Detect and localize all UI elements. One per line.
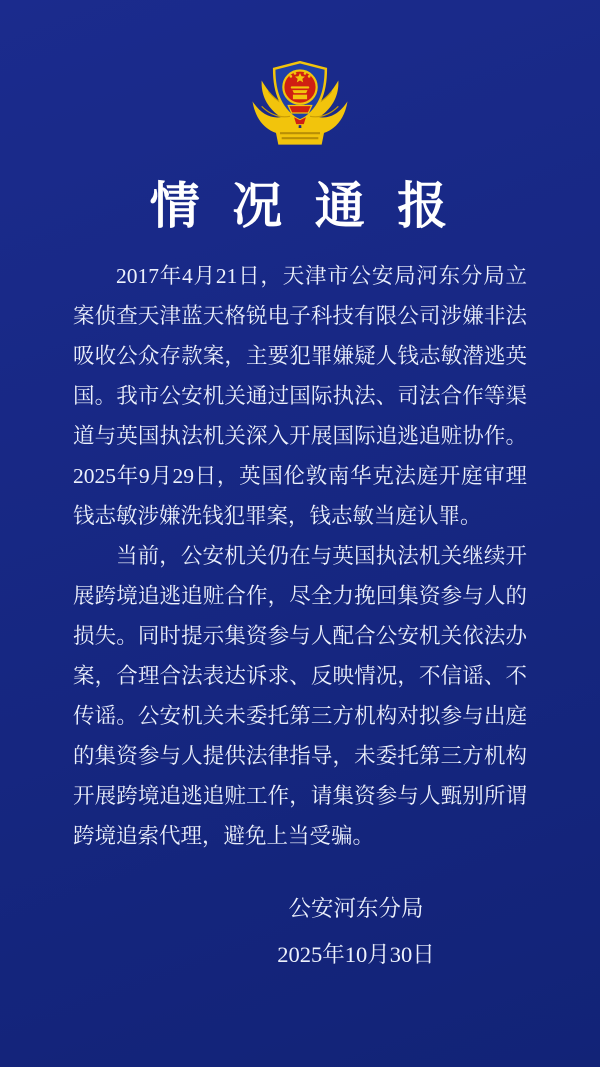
signature-date: 2025年10月30日 <box>277 942 435 967</box>
signature-block <box>0 886 600 978</box>
notice-title: 情 况 通 报 <box>149 178 451 234</box>
paragraph-advisory: 当前，公安机关仍在与英国执法机关继续开展跨境追逃追赃合作，尽全力挽回集资参与人的损失。同时提示集资参与人配合公安机关依法办案，合理合法表达诉求、反映情况，不信谣、不传谣。公安机关未委托第三方机构对拟参与出庭的集资参与人提供法律指导，未委托第三方机构开展跨境追逃追赃工作，请集资参与人甄别所谓跨境追索代理，避免上当受骗。 <box>73 544 527 848</box>
signature-agency: 公安河东分局 <box>288 896 424 921</box>
china-police-badge-icon <box>250 56 350 150</box>
paragraph-case-history: 2017年4月21日，天津市公安局河东分局立案侦查天津蓝天格锐电子科技有限公司涉嫌非法吸收公众存款案，主要犯罪嫌疑人钱志敏潜逃英国。我市公安机关通过国际执法、司法合作等渠道与英国执法机关深入开展国际追逃追赃协作。2025年9月29日，英国伦敦南华克法庭开庭审理钱志敏涉嫌洗钱犯罪案，钱志敏当庭认罪。 <box>73 264 527 528</box>
notice-body <box>0 256 600 856</box>
